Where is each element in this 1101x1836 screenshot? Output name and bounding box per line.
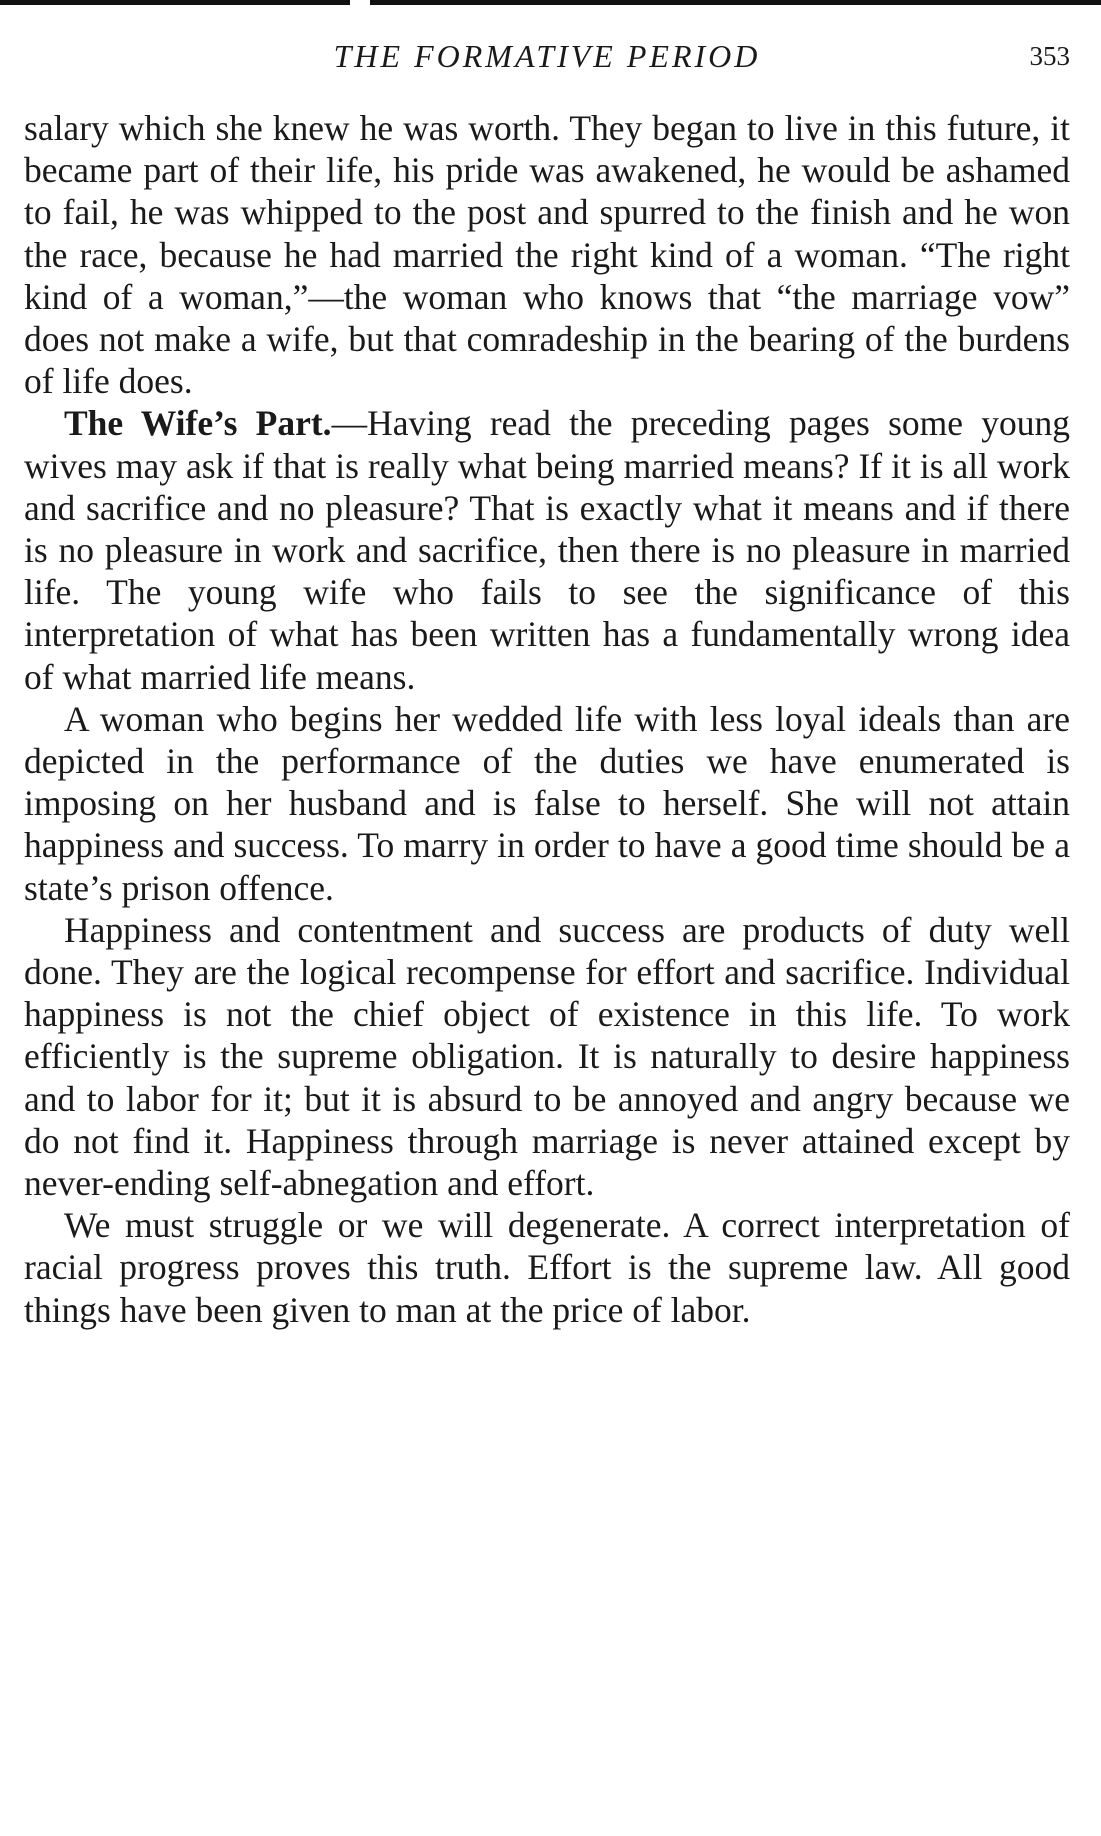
page-header [24, 36, 1070, 76]
paragraph-struggle: We must struggle or we will degenerate. A correct interpretation of racial progress proves this truth. Effort is the supreme law. All good things have been given to man at the price of labor. [24, 1205, 1070, 1330]
paragraph-continuation: salary which she knew he was worth. They began to live in this future, it became part of their life, his pride was awakened, he would be ashamed to fail, he was whipped to the post and spurred to the finish and he won the race, because he had married the right kind of a woman. “The right kind of a woman,”—the woman who knows that “the marriage vow” does not make a wife, but that comradeship in the bearing of the burdens of life does. [24, 108, 1070, 402]
page-number: 353 [1029, 41, 1070, 71]
paragraph-loyal-ideals: A woman who begins her wedded life with less loyal ideals than are depicted in the performance of the duties we have enumerated is imposing on her husband and is false to herself. She will not attain happiness and success. To marry in order to have a good time should be a state’s prison offence. [24, 698, 1070, 908]
paragraph-happiness: Happiness and contentment and success are products of duty well done. They are the logical recompense for effort and sacrifice. Individual happiness is not the chief object of existence in this life. To work efficiently is the supreme obligation. It is naturally to desire happiness and to labor for it; but it is absurd to be annoyed and angry because we do not find it. Happiness through marriage is never attained except by never-ending self-abnegation and effort. [24, 909, 1070, 1204]
top-rule-gap [350, 0, 370, 5]
running-title: THE FORMATIVE PERIOD [333, 38, 761, 74]
paragraph-wifes-part-text: —Having read the preceding pages some young wives may ask if that is really what being married means? If it is all work and sacrifice and no pleasure? That is exactly what it means and if there is no pleasure in work and sacrifice, then there is no pleasure in married life. The young wife who fails to see the significance of this interpretation of what has been written has a fundamentally wrong idea of what married life means. [24, 403, 1071, 697]
page-body [24, 107, 1070, 1331]
paragraph-wifes-part [24, 402, 1070, 697]
section-heading-wifes-part: The Wife’s Part. [64, 403, 332, 444]
top-rule [0, 0, 1101, 5]
